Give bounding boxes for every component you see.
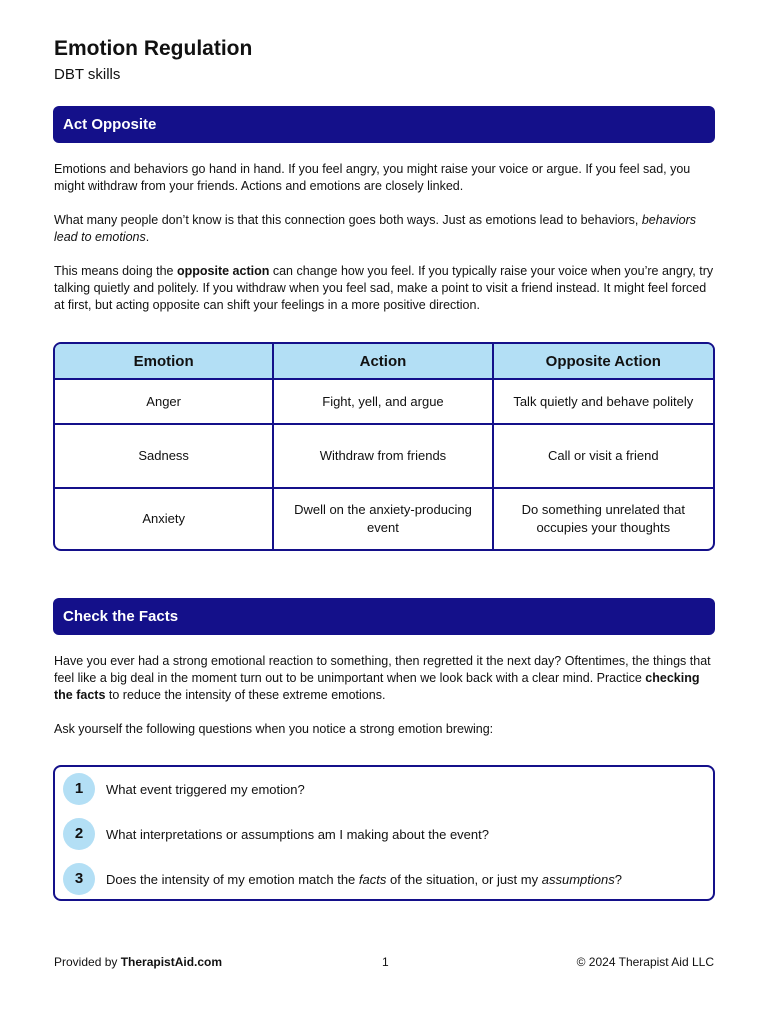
paragraph	[54, 212, 718, 246]
table-cell: Sadness	[55, 425, 274, 489]
question-item	[63, 818, 489, 850]
opposite-action-table	[53, 342, 715, 551]
table-row	[55, 425, 713, 489]
question-item	[63, 863, 622, 895]
paragraph	[54, 653, 718, 704]
section-heading-check-the-facts: Check the Facts	[53, 598, 715, 635]
footer-provided-by	[54, 955, 222, 969]
question-text: What event triggered my emotion?	[106, 781, 305, 797]
text: to reduce the intensity of these extreme emotions.	[105, 688, 386, 702]
question-number-badge: 1	[63, 773, 95, 805]
page-number: 1	[382, 955, 389, 969]
table-row	[55, 380, 713, 425]
page-title: Emotion Regulation	[54, 37, 253, 60]
paragraph: Ask yourself the following questions when you notice a strong emotion brewing:	[54, 722, 494, 736]
text: Does the intensity of my emotion match the	[106, 871, 359, 887]
text: Provided by	[54, 955, 121, 969]
question-text: What interpretations or assumptions am I making about the event?	[106, 826, 489, 842]
bold-text: checking the facts	[54, 671, 700, 702]
text: What many people don’t know is that this connection goes both ways. Just as emotions lead to behaviors,	[54, 213, 642, 227]
table-cell: Dwell on the anxiety-producing event	[274, 489, 493, 549]
bold-text: opposite action	[177, 264, 270, 278]
paragraph	[54, 263, 718, 314]
text: ?	[614, 871, 622, 887]
emphasis-text: assumptions	[541, 871, 615, 887]
section-heading-act-opposite: Act Opposite	[53, 106, 715, 143]
emphasis-text: facts	[358, 871, 387, 887]
table-cell: Call or visit a friend	[494, 425, 713, 489]
question-text	[106, 872, 622, 887]
emphasis-text: behaviors lead to emotions	[54, 213, 697, 244]
table-cell: Fight, yell, and argue	[274, 380, 493, 425]
column-header: Emotion	[55, 344, 274, 380]
column-header: Opposite Action	[494, 344, 713, 380]
footer-copyright: © 2024 Therapist Aid LLC	[576, 955, 714, 969]
table-cell: Anxiety	[55, 489, 274, 549]
table-row	[55, 489, 713, 549]
column-header: Action	[274, 344, 493, 380]
text: Have you ever had a strong emotional reaction to something, then regretted it the next day? Oftentimes, the things that feel like a big deal in the moment turn out to be unimportant when we look back with a clear mind. Practice	[54, 654, 711, 685]
questions-box	[53, 765, 715, 901]
footer-brand-link[interactable]: TherapistAid.com	[120, 955, 223, 969]
text: of the situation, or just my	[386, 871, 542, 887]
question-item	[63, 773, 305, 805]
question-number-badge: 2	[63, 818, 95, 850]
question-number-badge: 3	[63, 863, 95, 895]
table-cell: Withdraw from friends	[274, 425, 493, 489]
table-cell: Talk quietly and behave politely	[494, 380, 713, 425]
text: This means doing the	[54, 264, 177, 278]
text: can change how you feel. If you typically raise your voice when you’re angry, try talking quietly and politely. If you withdraw when you feel sad, make a point to visit a friend instead. It might feel forced at first, but acting opposite can shift your feelings in a more positive direction.	[54, 264, 714, 312]
table-cell: Anger	[55, 380, 274, 425]
page-subtitle: DBT skills	[54, 66, 121, 83]
text: .	[145, 230, 150, 244]
paragraph: Emotions and behaviors go hand in hand. If you feel angry, you might raise your voice or argue. If you feel sad, you might withdraw from your friends. Actions and emotions are closely linked.	[54, 162, 691, 193]
table-cell: Do something unrelated that occupies your thoughts	[521, 502, 685, 535]
table-header-row	[55, 344, 713, 380]
